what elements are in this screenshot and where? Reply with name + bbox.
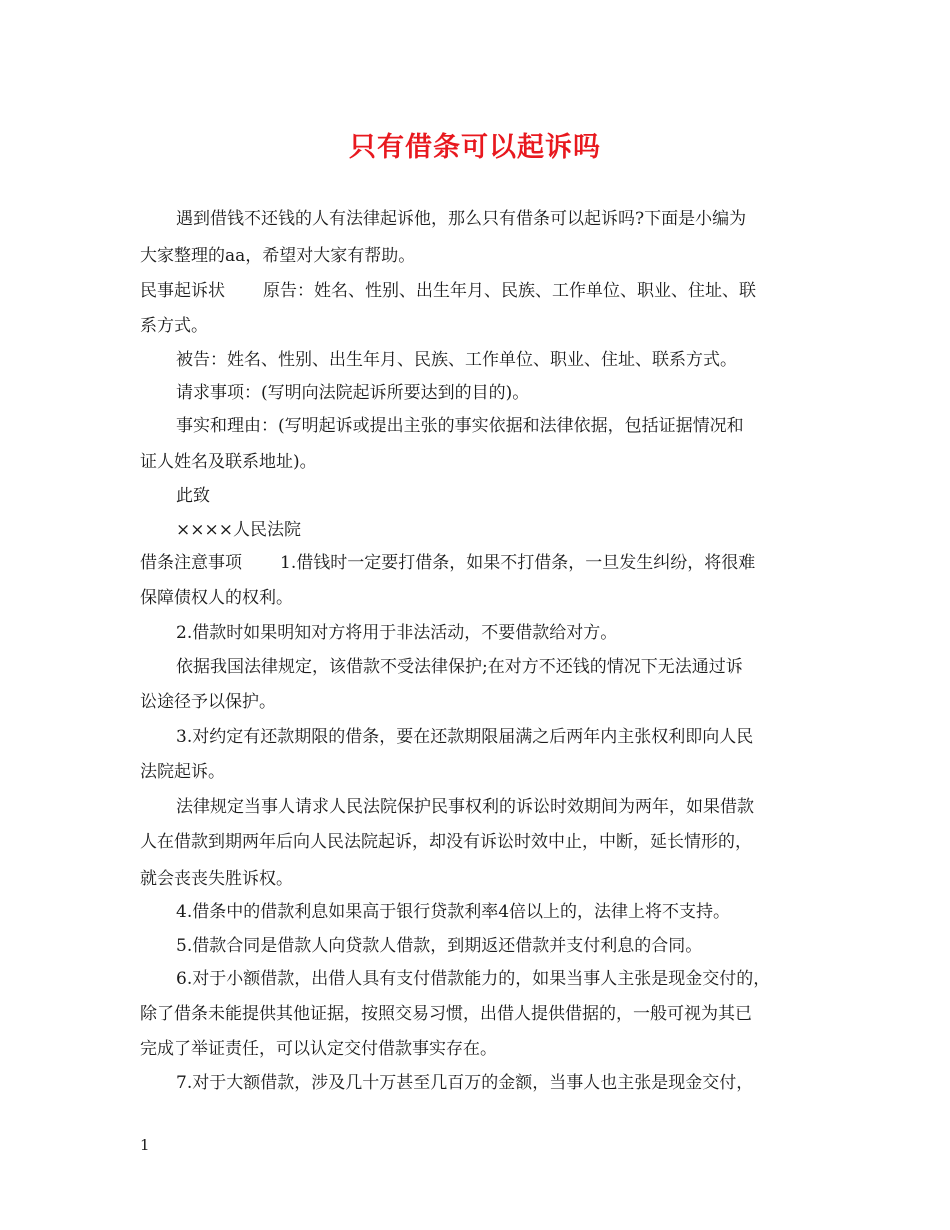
text-line: 法律规定当事人请求人民法院保护民事权利的诉讼时效期间为两年，如果借款 bbox=[176, 797, 754, 817]
text-line: 事实和理由：(写明起诉或提出主张的事实依据和法律依据，包括证据情况和 bbox=[176, 416, 744, 436]
text-line: 3.对约定有还款期限的借条，要在还款期限届满之后两年内主张权利即向人民 bbox=[176, 727, 754, 747]
page-number: 1 bbox=[140, 1136, 150, 1154]
text-line: 完成了举证责任，可以认定交付借款事实存在。 bbox=[140, 1039, 497, 1059]
text-line: 讼途径予以保护。 bbox=[140, 692, 276, 712]
text-line: 保障债权人的权利。 bbox=[140, 588, 293, 608]
text-line: 除了借条未能提供其他证据，按照交易习惯，出借人提供借据的，一般可视为其已 bbox=[140, 1004, 752, 1024]
text-line: 此致 bbox=[176, 486, 210, 506]
text-line: 2.借款时如果明知对方将用于非法活动，不要借款给对方。 bbox=[176, 623, 618, 643]
text-line: 大家整理的aa，希望对大家有帮助。 bbox=[140, 246, 416, 266]
text-line: 借条注意事项 1.借钱时一定要打借条，如果不打借条，一旦发生纠纷，将很难 bbox=[140, 553, 756, 573]
text-line: 依据我国法律规定，该借款不受法律保护;在对方不还钱的情况下无法通过诉 bbox=[176, 657, 743, 677]
text-line: 4.借条中的借款利息如果高于银行贷款利率4倍以上的，法律上将不支持。 bbox=[176, 902, 731, 922]
document-title: 只有借条可以起诉吗 bbox=[349, 132, 601, 163]
text-line: 5.借款合同是借款人向贷款人借款，到期返还借款并支付利息的合同。 bbox=[176, 936, 703, 956]
text-line: 被告：姓名、性别、出生年月、民族、工作单位、职业、住址、联系方式。 bbox=[176, 350, 737, 370]
text-line: 遇到借钱不还钱的人有法律起诉他，那么只有借条可以起诉吗?下面是小编为 bbox=[176, 209, 747, 229]
text-line: 法院起诉。 bbox=[140, 762, 225, 782]
text-line: 系方式。 bbox=[140, 316, 208, 336]
text-line: 7.对于大额借款，涉及几十万甚至几百万的金额，当事人也主张是现金交付， bbox=[176, 1073, 754, 1093]
text-line: ××××人民法院 bbox=[176, 520, 301, 540]
text-line: 请求事项：(写明向法院起诉所要达到的目的)。 bbox=[176, 383, 530, 403]
text-line: 民事起诉状 原告：姓名、性别、出生年月、民族、工作单位、职业、住址、联 bbox=[140, 281, 756, 301]
text-line: 证人姓名及联系地址)。 bbox=[140, 452, 317, 472]
section-label: 民事起诉状 bbox=[140, 281, 225, 301]
text-line: 6.对于小额借款，出借人具有支付借款能力的，如果当事人主张是现金交付的， bbox=[176, 969, 771, 989]
text-line: 就会丧丧失胜诉权。 bbox=[140, 869, 293, 889]
text-line: 人在借款到期两年后向人民法院起诉，却没有诉讼时效中止，中断，延长情形的， bbox=[140, 832, 752, 852]
section-label: 借条注意事项 bbox=[140, 553, 242, 573]
